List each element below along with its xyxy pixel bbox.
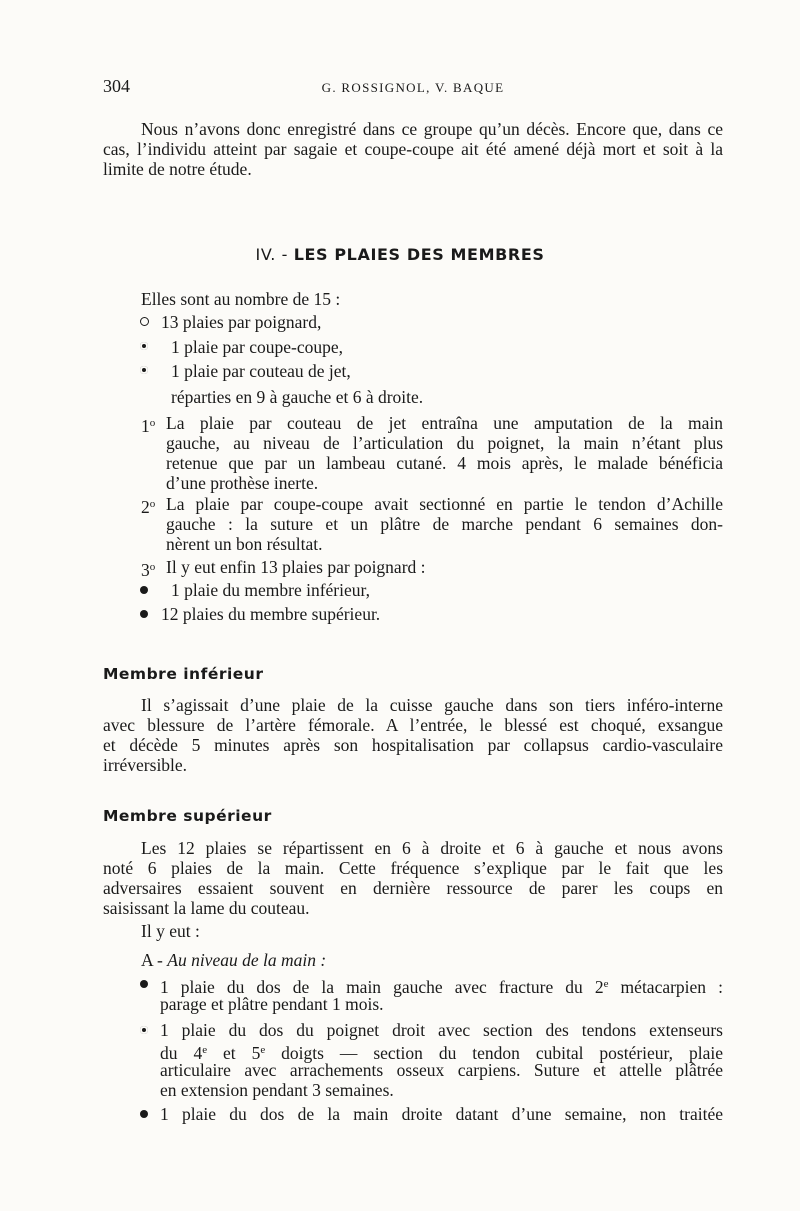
subheading-membre-superieur: Membre supérieur	[103, 807, 272, 825]
repartition-line: réparties en 9 à gauche et 6 à droite.	[171, 387, 424, 407]
list-item: 12 plaies du membre supérieur.	[161, 604, 381, 624]
paragraph-line: Il s’agissait d’une plaie de la cuisse gauche dans son tiers inféro-interne	[141, 695, 723, 715]
list-item-line: 1 plaie du dos du poignet droit avec section des tendons extenseurs	[160, 1020, 723, 1040]
item-text-line: La plaie par couteau de jet entraîna une amputation de la main	[166, 413, 723, 433]
list-item-line: 1 plaie du dos de la main gauche avec fracture du 2e métacarpien :	[160, 977, 723, 997]
bullet-icon	[140, 980, 148, 988]
item-text-line: nèrent un bon résultat.	[166, 534, 323, 554]
target-bullet-icon	[140, 342, 148, 350]
paragraph-deces: Nous n’avons donc enregistré dans ce groupe qu’un décès. Encore que, dans ce cas, l’individu atteint par sagaie et coupe-coupe ait été amené déjà mort et soit à la limite de notre étude.	[103, 119, 723, 179]
paragraph-line: irréversible.	[103, 755, 188, 775]
target-bullet-icon	[140, 366, 148, 374]
list-item: 1 plaie par couteau de jet,	[171, 361, 351, 381]
list-item: 13 plaies par poignard,	[161, 312, 322, 332]
item-text-line: La plaie par coupe-coupe avait sectionné en partie le tendon d’Achille	[166, 494, 723, 514]
ring-bullet-icon	[140, 317, 149, 326]
bullet-icon	[140, 610, 148, 618]
item-text-line: retenue que par un lambeau cutané. 4 mois après, le malade bénéficia	[166, 453, 723, 473]
section-heading: LES PLAIES DES MEMBRES	[293, 245, 545, 264]
section-title	[0, 245, 800, 264]
item-number: 2$^o$	[141, 497, 156, 517]
subsection-prefix: A -	[141, 950, 163, 970]
subsection-title: Au niveau de la main :	[167, 950, 327, 970]
item-text-line: gauche, au niveau de l’articulation du poignet, la main n’étant plus	[166, 433, 723, 453]
list-item: 1 plaie par coupe-coupe,	[171, 337, 344, 357]
list-item: 1 plaie du membre inférieur,	[171, 580, 371, 600]
list-item-line: articulaire avec arrachements osseux carpiens. Suture et attelle plâtrée	[160, 1060, 723, 1080]
item-number: 3$^o$	[141, 560, 156, 580]
paragraph-line: et décède 5 minutes après son hospitalisation par collapsus cardio-vasculaire	[103, 735, 723, 755]
target-bullet-icon	[140, 1026, 148, 1034]
paragraph-line: saisissant la lame du couteau.	[103, 898, 310, 918]
item-text-line: d’une prothèse inerte.	[166, 473, 319, 493]
item-text-line: gauche : la suture et un plâtre de marche pendant 6 semaines don-	[166, 514, 723, 534]
subheading-membre-inferieur: Membre inférieur	[103, 665, 264, 683]
section-numeral: IV. -	[255, 245, 289, 264]
intro-line: Elles sont au nombre de 15 :	[141, 289, 341, 309]
list-item-line: 1 plaie du dos de la main droite datant d’une semaine, non traitée	[160, 1104, 723, 1124]
paragraph-line: avec blessure de l’artère fémorale. A l’entrée, le blessé est choqué, exsangue	[103, 715, 723, 735]
paragraph-line: adversaires essaient souvent en dernière ressource de parer les coups en	[103, 878, 723, 898]
running-header	[103, 76, 723, 100]
paragraph-line: Les 12 plaies se répartissent en 6 à droite et 6 à gauche et nous avons	[141, 838, 723, 858]
subsection-a	[141, 950, 326, 970]
list-item-line: du 4e et 5e doigts — section du tendon cubital postérieur, plaie	[160, 1043, 723, 1063]
bullet-icon	[140, 1110, 148, 1118]
list-item-line: en extension pendant 3 semaines.	[160, 1080, 394, 1100]
paragraph-line: noté 6 plaies de la main. Cette fréquence s’explique par le fait que les	[103, 858, 723, 878]
page-number: 304	[103, 76, 130, 96]
item-number: 1$^o$	[141, 416, 156, 436]
list-item-line: parage et plâtre pendant 1 mois.	[160, 994, 384, 1014]
bullet-icon	[140, 586, 148, 594]
il-y-eut-line: Il y eut :	[141, 921, 200, 941]
item-text-line: Il y eut enfin 13 plaies par poignard :	[166, 557, 426, 577]
running-title: G. ROSSIGNOL, V. BAQUE	[321, 80, 505, 95]
